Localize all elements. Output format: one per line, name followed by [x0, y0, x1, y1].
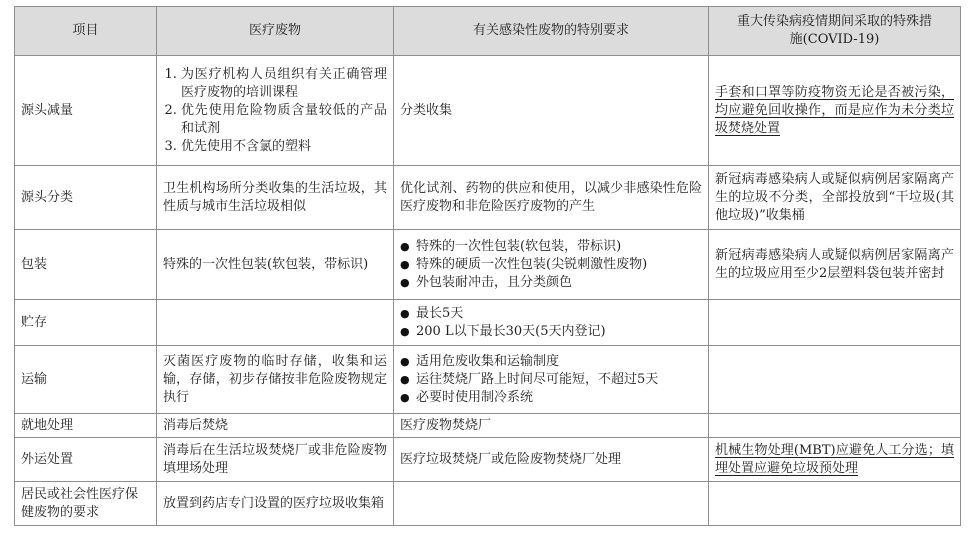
infectious-requirements-cell: [394, 482, 709, 526]
header-special-measures: 重大传染病疫情期间采取的特殊措施(COVID-19): [709, 7, 961, 56]
header-row: [15, 7, 961, 56]
special-measures-cell: [709, 414, 961, 438]
special-measures-text: 手套和口罩等防疫物资无论是否被污染，均应避免回收操作，而是应作为未分类垃圾焚烧处置: [715, 84, 954, 136]
infectious-list: [400, 353, 702, 407]
special-measures-cell: [709, 482, 961, 526]
medical-waste-cell: 消毒后焚烧: [157, 414, 394, 438]
table-row: [15, 166, 961, 230]
medical-waste-cell: 特殊的一次性包装(软包装，带标识): [157, 230, 394, 300]
list-item: 1. 为医疗机构人员组织有关正确管理医疗废物的培训课程: [181, 66, 387, 102]
medical-waste-cell: 放置到药店专门设置的医疗垃圾收集箱: [157, 482, 394, 526]
table-row: [15, 300, 961, 346]
row-item-label: 贮存: [15, 300, 157, 346]
list-item: ● 外包装耐冲击，且分类颜色: [400, 274, 702, 292]
infectious-requirements-cell: 医疗垃圾焚烧厂或危险废物焚烧厂处理: [394, 438, 709, 482]
row-item-label: 居民或社会性医疗保健废物的要求: [15, 482, 157, 526]
table-row: [15, 56, 961, 166]
infectious-requirements-cell: 医疗废物焚烧厂: [394, 414, 709, 438]
medical-list: [163, 66, 387, 156]
header-item: 项目: [15, 7, 157, 56]
special-measures-cell: [709, 438, 961, 482]
medical-waste-cell: [157, 56, 394, 166]
special-measures-text: 机械生物处理(MBT)应避免人工分选；填埋处置应避免垃圾预处理: [715, 442, 954, 476]
table-row: [15, 482, 961, 526]
infectious-requirements-cell: 优化试剂、药物的供应和使用，以减少非感染性危险医疗废物和非危险医疗废物的产生: [394, 166, 709, 230]
special-measures-cell: [709, 346, 961, 414]
infectious-list: [400, 238, 702, 292]
row-item-label: 就地处理: [15, 414, 157, 438]
medical-waste-cell: [157, 300, 394, 346]
infectious-requirements-cell: [394, 230, 709, 300]
special-measures-cell: 新冠病毒感染病人或疑似病例居家隔离产生的垃圾不分类，全部投放到“干垃圾(其他垃圾)”收集桶: [709, 166, 961, 230]
table-row: [15, 230, 961, 300]
table-row: [15, 414, 961, 438]
list-item: ● 200 L以下最长30天(5天内登记): [400, 323, 702, 341]
header-medical-waste: 医疗废物: [157, 7, 394, 56]
special-measures-cell: 新冠病毒感染病人或疑似病例居家隔离产生的垃圾应用至少2层塑料袋包装并密封: [709, 230, 961, 300]
special-measures-cell: [709, 300, 961, 346]
list-item: ● 运往焚烧厂路上时间尽可能短，不超过5天: [400, 371, 702, 389]
infectious-list: [400, 305, 702, 341]
list-item: ● 最长5天: [400, 305, 702, 323]
medical-waste-cell: 卫生机构场所分类收集的生活垃圾，其性质与城市生活垃圾相似: [157, 166, 394, 230]
infectious-requirements-cell: 分类收集: [394, 56, 709, 166]
row-item-label: 源头减量: [15, 56, 157, 166]
infectious-requirements-cell: [394, 300, 709, 346]
row-item-label: 包装: [15, 230, 157, 300]
medical-waste-cell: 消毒后在生活垃圾焚烧厂或非危险废物填埋场处理: [157, 438, 394, 482]
list-item: 3. 优先使用不含氯的塑料: [181, 138, 387, 156]
row-item-label: 源头分类: [15, 166, 157, 230]
table-row: [15, 438, 961, 482]
row-item-label: 运输: [15, 346, 157, 414]
row-item-label: 外运处置: [15, 438, 157, 482]
table-row: [15, 346, 961, 414]
list-item: ● 必要时使用制冷系统: [400, 389, 702, 407]
list-item: ● 特殊的硬质一次性包装(尖锐刺激性废物): [400, 256, 702, 274]
waste-requirements-table: [14, 6, 961, 526]
list-item: ● 特殊的一次性包装(软包装，带标识): [400, 238, 702, 256]
infectious-requirements-cell: [394, 346, 709, 414]
special-measures-cell: [709, 56, 961, 166]
medical-waste-cell: 灭菌医疗废物的临时存储，收集和运输，存储，初步存储按非危险废物规定执行: [157, 346, 394, 414]
list-item: 2. 优先使用危险物质含量较低的产品和试剂: [181, 102, 387, 138]
header-infectious-requirements: 有关感染性废物的特别要求: [394, 7, 709, 56]
list-item: ● 适用危废收集和运输制度: [400, 353, 702, 371]
